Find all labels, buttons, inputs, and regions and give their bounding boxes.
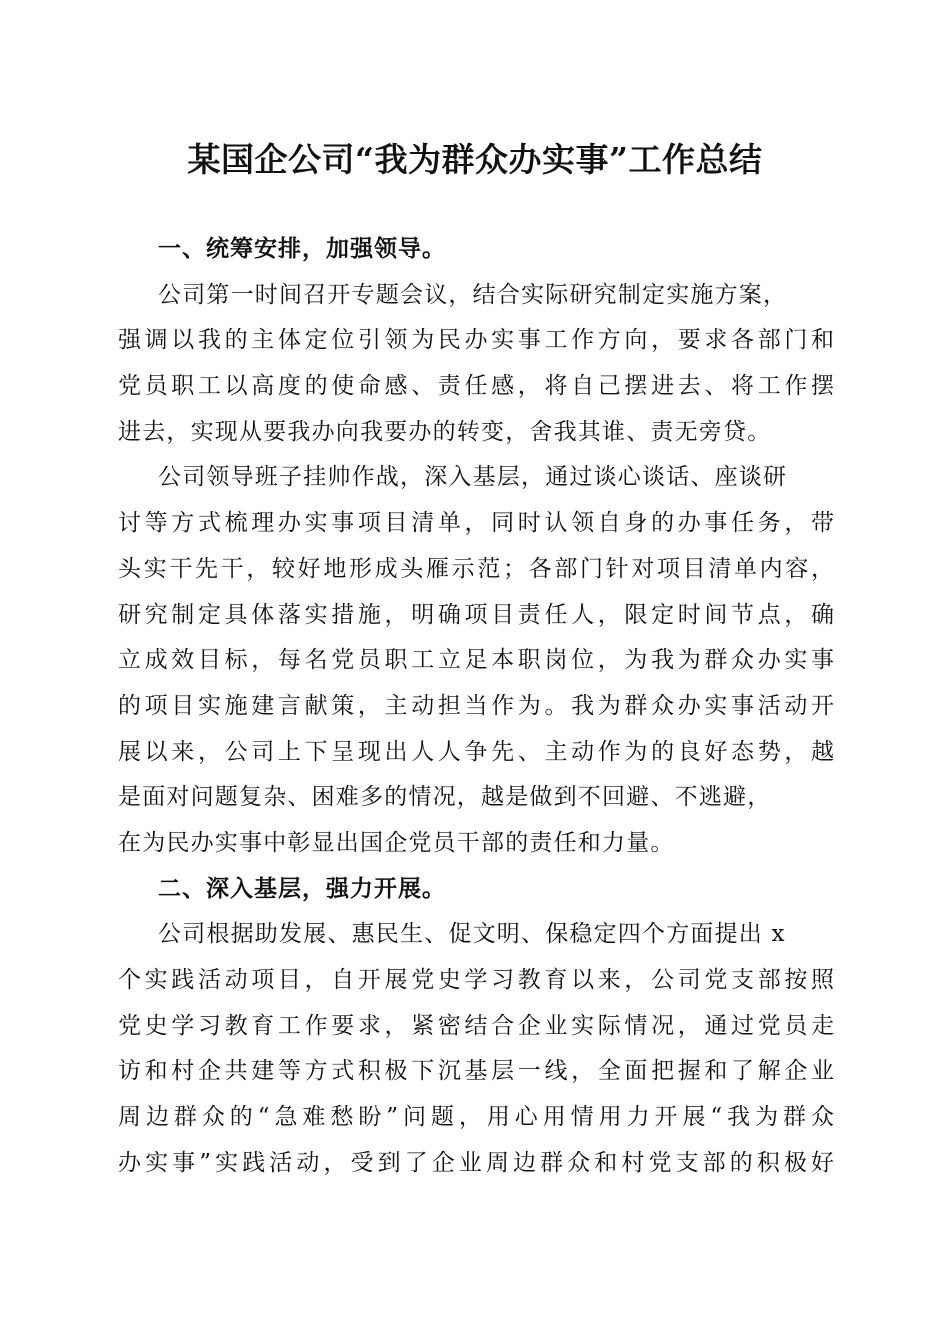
paragraph-line: 展以来，公司上下呈现出人人争先、主动作为的良好态势，越	[118, 738, 834, 765]
section-heading-2: 二、深入基层，强力开展。	[158, 875, 446, 902]
paragraph-line: 党史学习教育工作要求，紧密结合企业实际情况，通过党员走	[118, 1012, 834, 1039]
paragraph-line: 公司第一时间召开专题会议，结合实际研究制定实施方案，	[158, 281, 788, 308]
paragraph-line: 研究制定具体落实措施，明确项目责任人，限定时间节点，确	[118, 601, 834, 628]
paragraph-line: 周边群众的“急难愁盼”问题，用心用情用力开展“我为群众	[118, 1104, 834, 1131]
paragraph-line: 讨等方式梳理办实事项目清单，同时认领自身的办事任务，带	[118, 510, 834, 537]
document-title: 某国企公司“我为群众办实事”工作总结	[187, 140, 763, 179]
paragraph-line: 公司根据助发展、惠民生、促文明、保稳定四个方面提出 x	[158, 921, 786, 948]
paragraph-line: 在为民办实事中彰显出国企党员干部的责任和力量。	[118, 829, 675, 856]
paragraph-line: 的项目实施建言献策，主动担当作为。我为群众办实事活动开	[118, 692, 834, 719]
paragraph-line: 强调以我的主体定位引领为民办实事工作方向，要求各部门和	[118, 327, 834, 354]
section-heading-1: 一、统筹安排，加强领导。	[158, 236, 446, 262]
document-body	[118, 227, 834, 1186]
paragraph-line: 是面对问题复杂、困难多的情况，越是做到不回避、不逃避，	[118, 784, 772, 811]
paragraph-line: 公司领导班子挂帅作战，深入基层，通过谈心谈话、座谈研	[158, 464, 788, 491]
paragraph-line: 党员职工以高度的使命感、责任感，将自己摆进去、将工作摆	[118, 373, 834, 400]
paragraph-line: 进去，实现从要我办向我要办的转变，舍我其谁、责无旁贷。	[118, 418, 772, 445]
paragraph-line: 访和村企共建等方式积极下沉基层一线，全面把握和了解企业	[118, 1058, 834, 1085]
paragraph-line: 头实干先干，较好地形成头雁示范；各部门针对项目清单内容，	[118, 555, 834, 582]
paragraph-line: 个实践活动项目，自开展党史学习教育以来，公司党支部按照	[118, 967, 834, 993]
paragraph-line: 立成效目标，每名党员职工立足本职岗位，为我为群众办实事	[118, 647, 834, 674]
paragraph-line: 办实事”实践活动，受到了企业周边群众和村党支部的积极好	[118, 1149, 834, 1176]
